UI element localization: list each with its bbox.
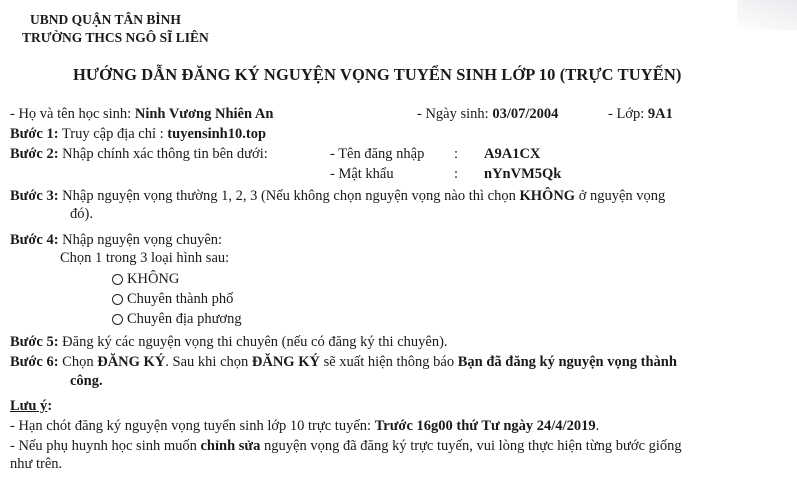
step-6-text-b: . Sau khi chọn (165, 354, 252, 370)
option-chuyen-thanh-pho-label: Chuyên thành phố (127, 291, 234, 307)
step-4-choose: Chọn 1 trong 3 loại hình sau: (60, 250, 230, 266)
note-line-1-text: - Hạn chót đăng ký nguyện vọng tuyển sinh lớp 10 trực tuyến: (10, 418, 375, 434)
note-line-1-end: . (595, 418, 600, 434)
step-4-text: Nhập nguyện vọng chuyên: (58, 232, 223, 248)
student-name-label: - Họ và tên học sinh: (10, 106, 135, 122)
step-3-text-b: ở nguyện vọng (575, 188, 666, 204)
student-class-label: - Lớp: (608, 106, 648, 122)
option-chuyen-dia-phuong (112, 311, 242, 328)
step-4-label: Bước 4: (10, 232, 59, 248)
note-deadline: Trước 16g00 thứ Tư ngày 24/4/2019 (374, 418, 596, 434)
student-dob: 03/07/2004 (492, 106, 559, 122)
note-line-2-bold: chỉnh sửa (200, 438, 261, 454)
username-value: A9A1CX (484, 146, 541, 162)
radio-circle-icon (112, 274, 123, 285)
option-chuyen-thanh-pho (112, 291, 233, 308)
step-2-label: Bước 2: (10, 146, 59, 162)
step-5-label: Bước 5: (10, 334, 59, 350)
radio-circle-icon (112, 314, 123, 325)
password-sep: : (454, 166, 459, 182)
note-heading (10, 398, 52, 415)
password-value: nYnVM5Qk (484, 166, 562, 182)
step-2 (10, 146, 268, 163)
student-class-line (608, 106, 673, 123)
step-6-text-a: Chọn (58, 354, 98, 370)
step-3-bold: KHÔNG (519, 188, 576, 204)
step-6-text-c: sẽ xuất hiện thông báo (319, 354, 458, 370)
step-6-bold-c: Bạn đã đăng ký nguyện vọng thành (457, 354, 677, 370)
note-line-2 (10, 438, 682, 455)
school-name (22, 30, 209, 46)
note-line-1 (10, 418, 599, 435)
radio-circle-icon (112, 294, 123, 305)
step-5 (10, 334, 448, 351)
student-name-line (10, 106, 273, 123)
username-label: - Tên đăng nhập (330, 146, 425, 162)
student-class: 9A1 (647, 106, 673, 122)
note-heading-colon: : (47, 398, 53, 414)
district-name: UBND QUẬN TÂN BÌNH (30, 12, 181, 27)
step-2-text: Nhập chính xác thông tin bên dưới: (58, 146, 268, 162)
note-heading-text: Lưu ý (10, 398, 48, 414)
option-khong-label: KHÔNG (127, 271, 180, 287)
step-1 (10, 126, 266, 143)
password-label: - Mật khẩu (330, 166, 394, 182)
step-3 (10, 188, 665, 205)
step-1-url: tuyensinh10.top (167, 126, 267, 142)
note-line-2-text-b: nguyện vọng đã đăng ký trực tuyến, vui lòng thực hiện từng bước giống (260, 438, 682, 454)
step-3-text-a: Nhập nguyện vọng thường 1, 2, 3 (Nếu không chọn nguyện vọng nào thì chọn (58, 188, 520, 204)
student-dob-line (417, 106, 558, 123)
step-4 (10, 232, 222, 249)
step-6 (10, 354, 677, 371)
option-khong (112, 271, 179, 288)
username-sep: : (454, 146, 459, 162)
step-5-text: Đăng ký các nguyện vọng thi chuyên (nếu có đăng ký thi chuyên). (58, 334, 448, 350)
step-6-label: Bước 6: (10, 354, 59, 370)
step-3-continuation: đó). (70, 206, 93, 222)
step-3-label: Bước 3: (10, 188, 59, 204)
page-title: HƯỚNG DẪN ĐĂNG KÝ NGUYỆN VỌNG TUYỂN SINH LỚP 10 (TRỰC TUYẾN) (73, 65, 682, 84)
student-name: Ninh Vương Nhiên An (134, 106, 274, 122)
note-line-2-text-a: - Nếu phụ huynh học sinh muốn (10, 438, 201, 454)
school-name-text: TRƯỜNG THCS NGÔ SĨ LIÊN (22, 30, 209, 45)
step-6-continuation: công. (70, 373, 103, 389)
step-1-label: Bước 1: (10, 126, 59, 142)
step-6-bold-b: ĐĂNG KÝ (251, 354, 320, 370)
step-1-text: Truy cập địa chỉ : (58, 126, 168, 142)
note-line-3: như trên. (10, 456, 63, 472)
option-chuyen-dia-phuong-label: Chuyên địa phương (127, 311, 242, 327)
student-dob-label: - Ngày sinh: (417, 106, 493, 122)
page-corner-shadow (737, 0, 797, 30)
step-6-bold-a: ĐĂNG KÝ (97, 354, 166, 370)
